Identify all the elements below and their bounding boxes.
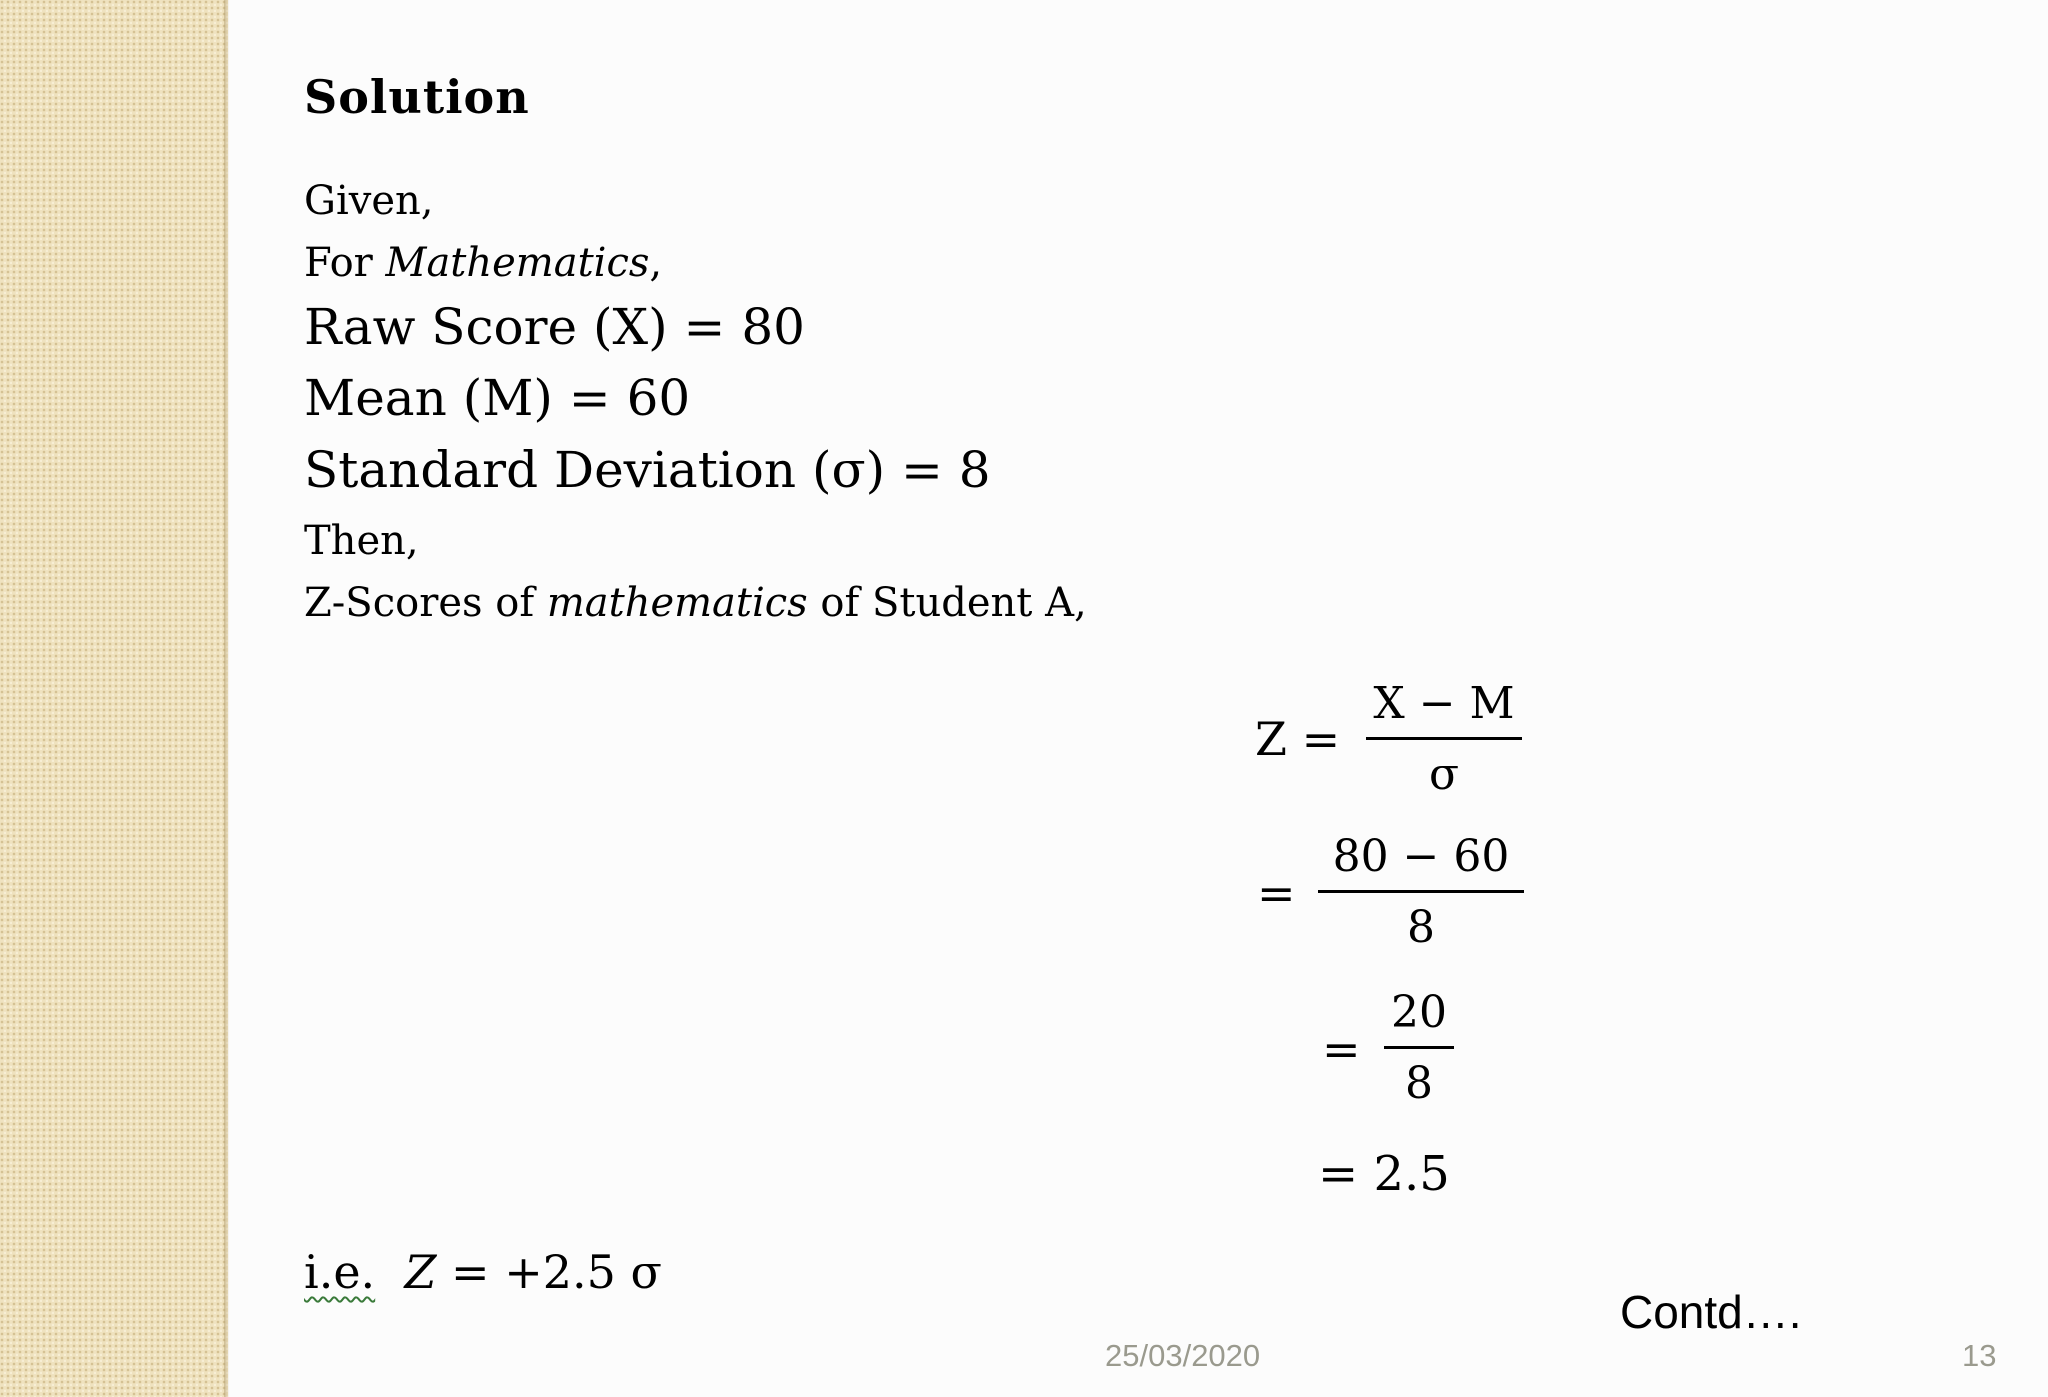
step1-fraction-bar	[1366, 737, 1522, 740]
for-suffix: ,	[649, 240, 663, 286]
step1-lhs: Z =	[1255, 712, 1341, 766]
std-dev-line: Standard Deviation (σ) = 8	[304, 441, 991, 499]
step3-fraction-bar	[1384, 1046, 1454, 1049]
conclusion-value: = +2.5 σ	[436, 1245, 662, 1299]
slide-heading: Solution	[304, 70, 530, 124]
conclusion-z: Z	[404, 1245, 437, 1299]
step2-denominator: 8	[1407, 902, 1435, 953]
then-line: Then,	[304, 518, 419, 564]
given-line: Given,	[304, 178, 434, 224]
step2-numerator: 80 − 60	[1332, 831, 1510, 882]
decorative-sidebar	[0, 0, 228, 1397]
step3-numerator: 20	[1391, 987, 1447, 1038]
zscores-line	[304, 580, 1087, 626]
step1-numerator: X − M	[1373, 678, 1515, 729]
step4-result: = 2.5	[1318, 1146, 1450, 1202]
step1-denominator: σ	[1428, 749, 1460, 800]
step2-equals: =	[1257, 866, 1296, 920]
step3-denominator: 8	[1405, 1058, 1433, 1109]
step2-fraction	[1318, 828, 1524, 957]
mean-line: Mean (M) = 60	[304, 369, 691, 427]
footer-date: 25/03/2020	[1105, 1338, 1261, 1373]
zscores-subject: mathematics	[546, 580, 808, 626]
zscores-suffix: of Student A,	[807, 580, 1087, 626]
step3-fraction	[1384, 984, 1454, 1113]
slide-canvas	[230, 0, 2048, 1397]
step1-fraction	[1366, 675, 1522, 804]
continued-label: Contd….	[1620, 1286, 1802, 1338]
raw-score-line: Raw Score (X) = 80	[304, 298, 805, 356]
ie-abbreviation: i.e.	[304, 1245, 376, 1299]
for-prefix: For	[304, 240, 386, 286]
page-number: 13	[1962, 1338, 1997, 1373]
zscores-prefix: Z-Scores of	[304, 580, 547, 626]
for-subject: Mathematics	[385, 240, 650, 286]
for-mathematics-line	[304, 240, 662, 286]
step3-equals: =	[1322, 1022, 1361, 1076]
conclusion-line	[304, 1245, 662, 1299]
step2-fraction-bar	[1318, 890, 1524, 893]
